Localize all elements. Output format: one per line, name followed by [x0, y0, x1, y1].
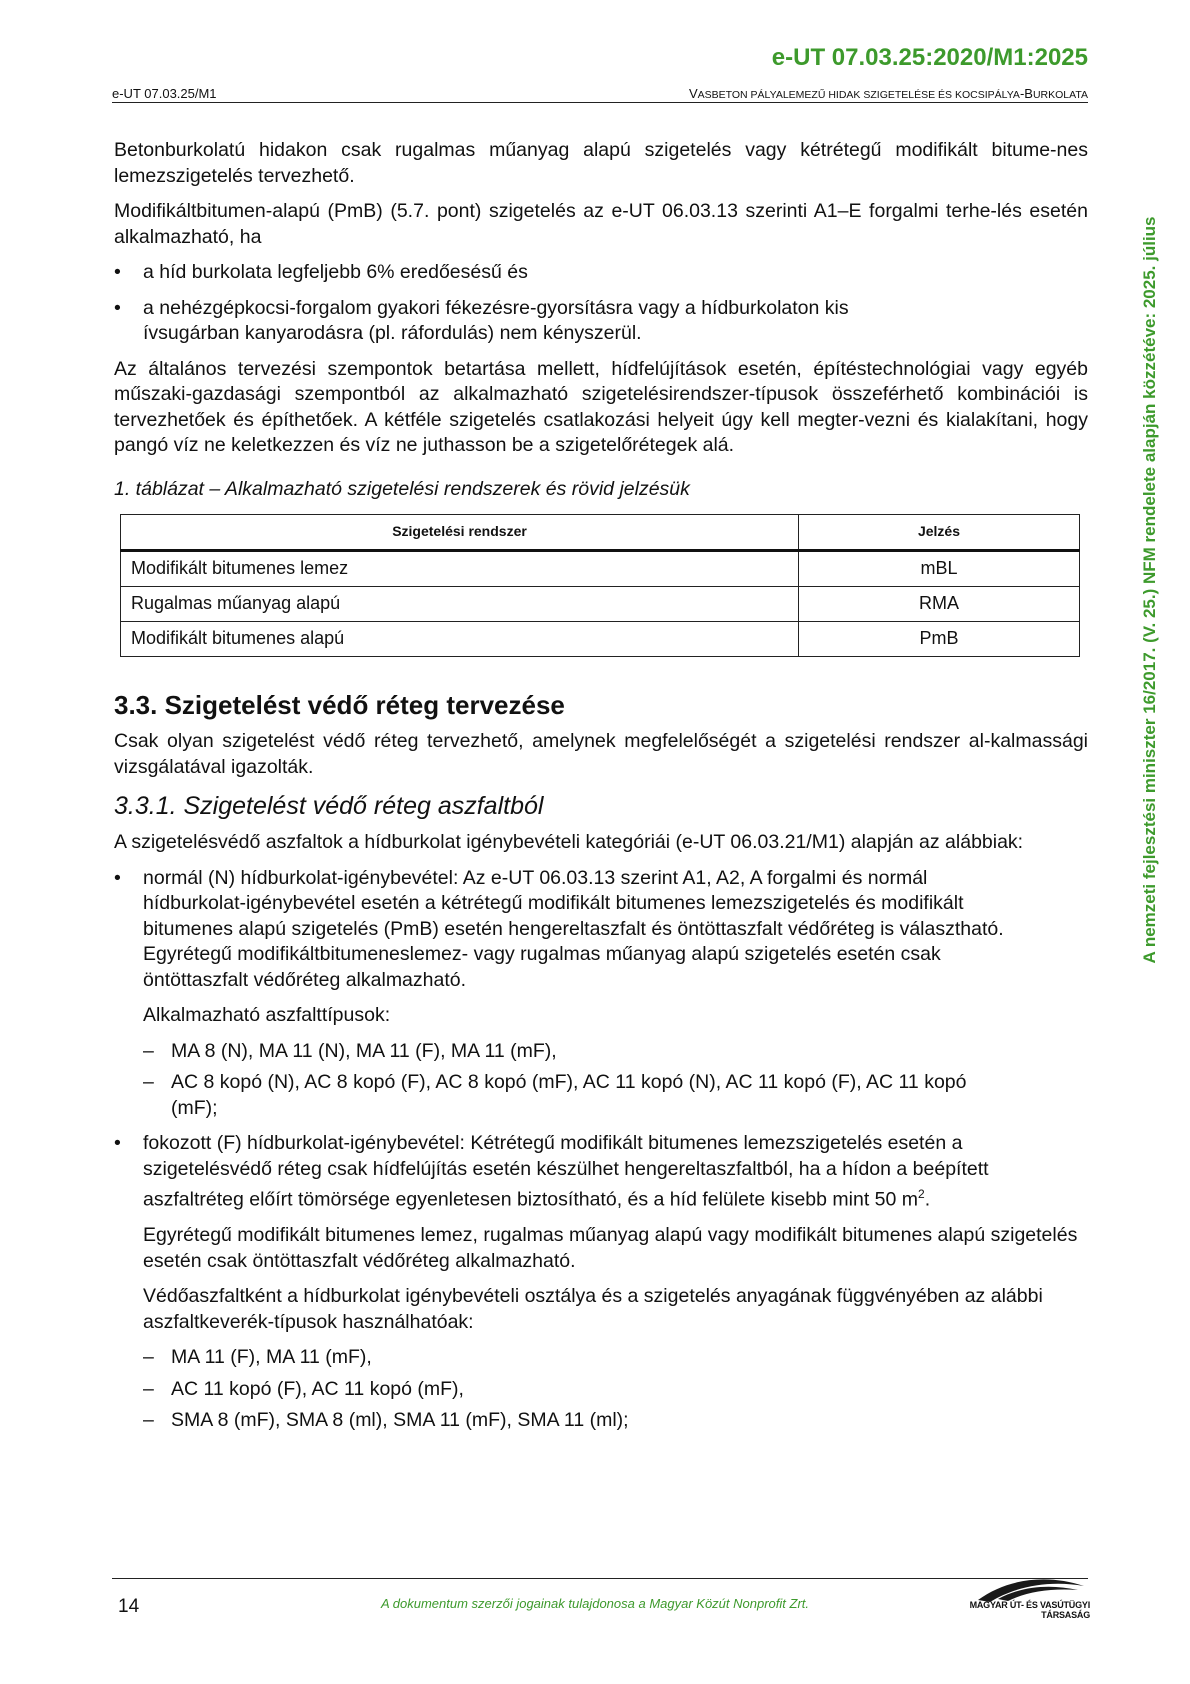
paragraph-3: Az általános tervezési szempontok betartása mellett, hídfelújítások esetén, építéstechnológiai vagy egyéb műszaki-gazdasági szempontból az alkalmazható szigetelésirendszer-típusok összeférhető kombinációi is tervezhetőek és építhetőek. A kétféle szigetelés csatlakozási helyeit úgy kell megter-vezni és kialakítani, hogy pangó víz ne keletkezzen és víz ne juthasson be a szigetelőrétegek alá. [114, 357, 1088, 456]
paragraph-2: Modifikáltbitumen-alapú (PmB) (5.7. pont) szigetelés az e-UT 06.03.13 szerinti A1–E forgalmi terhe-lés esetén alkalmazható, ha [114, 200, 1088, 248]
subsection-paragraph: A szigetelésvédő aszfaltok a hídburkolat igénybevételi kategóriái (e-UT 06.03.21/M1) alapján az alábbiak: [114, 831, 1024, 853]
bullet-item: • a nehézgépkocsi-forgalom gyakori fékezésre-gyorsításra vagy a hídburkolaton kis ívsugárban kanyarodásra (pl. ráfordulás) nem kényszerül. [114, 296, 1088, 347]
header-title-initial-b: B [1024, 86, 1033, 101]
logo-text: MAGYAR ÚT- ÉS VASÚTÜGYI TÁRSASÁG [969, 1600, 1090, 1620]
table-row [121, 622, 1080, 657]
table-cell-system: Modifikált bitumenes lemez [121, 551, 799, 587]
table-header-row [121, 515, 1080, 551]
dash-item: – AC 11 kopó (F), AC 11 kopó (mF), [114, 1377, 1088, 1403]
copyright-notice: A dokumentum szerzői jogainak tulajdonosa a Magyar Közút Nonprofit Zrt. [380, 1596, 809, 1611]
table-row [121, 587, 1080, 622]
table-row [121, 551, 1080, 587]
table-cell-code: mBL [799, 551, 1080, 587]
sentence-end: . [924, 1188, 931, 1211]
paragraph-1: Betonburkolatú hidakon csak rugalmas műanyag alapú szigetelés vagy kétrétegű modifikált bitume-nes lemezszigetelés tervezhető. [114, 139, 1088, 187]
header-title-initial-v: V [688, 86, 698, 101]
header-rule [112, 102, 1088, 103]
table-cell-system: Modifikált bitumenes alapú [121, 622, 799, 657]
increased-load-paragraph-2: Védőaszfaltként a hídburkolat igénybevételi osztálya és a szigetelés anyagának függvényében az alábbi aszfaltkeverék-típusok használhatóak: [143, 1285, 1043, 1333]
table-cell-system: Rugalmas műanyag alapú [121, 587, 799, 622]
superscript-2: 2 [918, 1187, 925, 1201]
header-right-title: VASBETON PÁLYALEMEZŰ HIDAK SZIGETELÉSE ÉS KOCSIPÁLYA-BURKOLATA [688, 86, 1088, 101]
column-header-code: Jelzés [799, 515, 1080, 551]
bullet-item-normal-load: • normál (N) hídburkolat-igénybevétel: Az e-UT 06.03.13 szerint A1, A2, A forgalmi és normál hídburkolat-igénybevétel esetén a kétrétegű modifikált bitumenes lemezszigetelés és modifikált bitumenes alapú szigetelés (PmB) esetén hengereltaszfalt és öntöttaszfalt védőréteg is választható. Egyrétegű modifikáltbitumeneslemez- vagy rugalmas műanyag alapú szigetelés esetén csak öntöttaszfalt védőréteg alkalmazható. [114, 866, 1088, 994]
column-header-system: Szigetelési rendszer [121, 515, 799, 551]
header-title-part2: URKOLATA [1032, 89, 1088, 101]
page-number: 14 [118, 1596, 140, 1617]
header-left-code: e-UT 07.03.25/M1 [112, 86, 217, 101]
subsection-heading: 3.3.1. Szigetelést védő réteg aszfaltból [114, 792, 544, 820]
dash-item: – SMA 8 (mF), SMA 8 (ml), SMA 11 (mF), SMA 11 (ml); [114, 1408, 1088, 1434]
bullet-item: • a híd burkolata legfeljebb 6% eredőesésű és [114, 260, 1088, 286]
document-code: e-UT 07.03.25:2020/M1:2025 [771, 44, 1088, 71]
main-content [114, 138, 1088, 1440]
dash-item: – MA 11 (F), MA 11 (mF), [114, 1345, 1088, 1371]
increased-load-paragraph-1: Egyrétegű modifikált bitumenes lemez, rugalmas műanyag alapú vagy modifikált bitumenes alapú szigetelés esetén csak öntöttaszfalt védőréteg alkalmazható. [143, 1224, 1078, 1272]
table-cell-code: PmB [799, 622, 1080, 657]
header-title-part1: ASBETON PÁLYALEMEZŰ HIDAK SZIGETELÉSE ÉS KOCSIPÁLYA [697, 89, 1020, 101]
publication-side-note: A nemzeti fejlesztési miniszter 16/2017. (V. 25.) NFM rendelete alapján közzétéve: 2025. július [1140, 216, 1159, 964]
dash-item: – MA 8 (N), MA 11 (N), MA 11 (F), MA 11 (mF), [114, 1039, 1088, 1065]
dash-item: – AC 8 kopó (N), AC 8 kopó (F), AC 8 kopó (mF), AC 11 kopó (N), AC 11 kopó (F), AC 11 kopó (mF); [114, 1070, 1088, 1121]
asphalt-types-label: Alkalmazható aszfalttípusok: [143, 1004, 391, 1026]
table-caption: 1. táblázat – Alkalmazható szigetelési rendszerek és rövid jelzésük [114, 477, 690, 500]
table-cell-code: RMA [799, 587, 1080, 622]
section-heading: 3.3. Szigetelést védő réteg tervezése [114, 690, 565, 720]
increased-load-text: fokozott (F) hídburkolat-igénybevétel: Kétrétegű modifikált bitumenes lemezszigetelés esetén a szigetelésvédő réteg csak hídfelújítás esetén készülhet hengereltaszfaltból, ha a hídon a beépített aszfaltréteg előírt tömörsége egyenletesen biztosítható, és a híd felülete kisebb mint 50 m [143, 1132, 989, 1211]
bullet-item-increased-load [114, 1131, 1088, 1213]
isolation-systems-table [120, 514, 1080, 657]
section-paragraph: Csak olyan szigetelést védő réteg tervezhető, amelynek megfelelőségét a szigetelési rendszer al-kalmassági vizsgálatával igazolták. [114, 730, 1088, 778]
